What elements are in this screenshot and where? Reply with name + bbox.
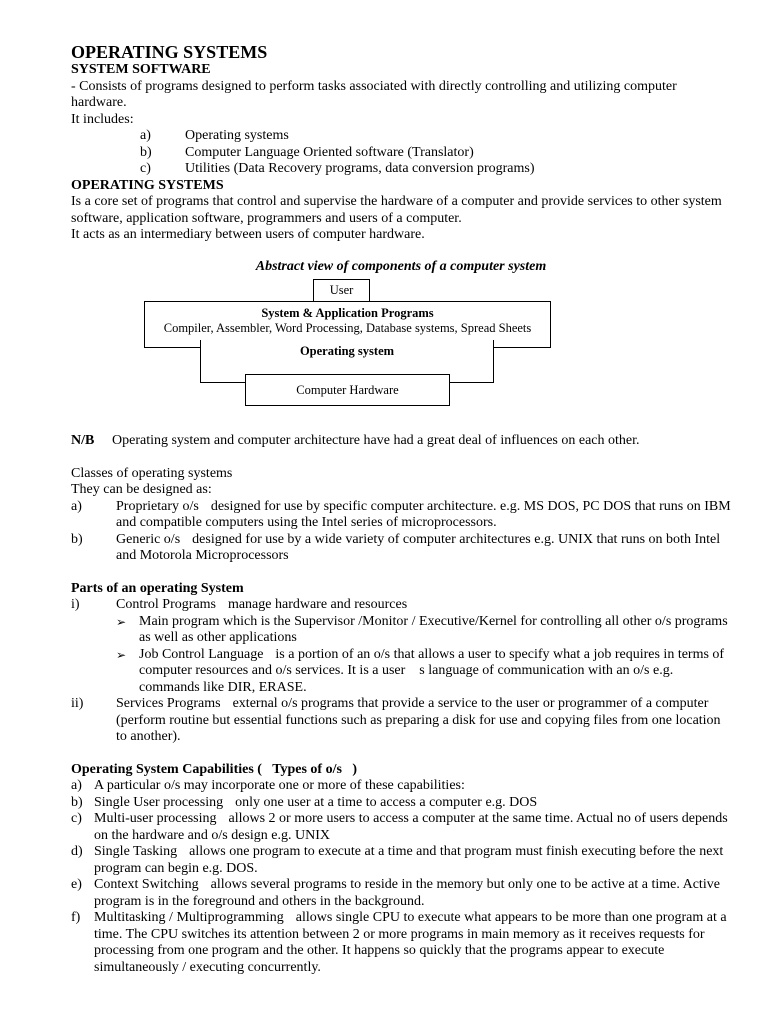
list-label: d) (71, 844, 83, 859)
list-text: Computer Language Oriented software (Translator) (185, 144, 474, 160)
list-description: allows 2 or more users to access a computer at the same time. Actual no of users depends on the hardware and o/s design e.g. UNIX (94, 811, 728, 843)
diagram-hardware-label: Computer Hardware (296, 383, 399, 397)
document-page (71, 42, 731, 976)
list-label: c) (140, 161, 151, 176)
list-item (71, 499, 731, 532)
bullet-text: Main program which is the Supervisor /Monitor / Executive/Kernel for controlling all other o/s programs as well as other applications (139, 613, 728, 645)
bullet-term: Job Control Language (139, 646, 264, 662)
list-item (71, 877, 731, 910)
parts-heading: Parts of an operating System (71, 580, 244, 596)
list-term: Single Tasking (94, 844, 178, 859)
list-description: A particular o/s may incorporate one or more of these capabilities: (94, 778, 465, 793)
diagram-os-label: Operating system (299, 344, 395, 358)
list-description: allows single CPU to execute what appears to be more than one program at a time. The CPU switches its attention between 2 or more programs in main memory as it receives requests for processing from one program and the other. It happens so quickly that the programs appear to execute simultaneously / executing concurrently. (94, 910, 727, 975)
list-term: Generic o/s (116, 531, 181, 547)
list-term: Control Programs (116, 597, 216, 612)
list-item (71, 910, 731, 976)
list-item (71, 145, 731, 162)
list-term: Multi-user processing (94, 811, 217, 826)
bullet-item (116, 647, 731, 697)
bullet-text (139, 647, 731, 697)
list-text: Operating systems (185, 128, 289, 143)
list-label: b) (71, 531, 83, 547)
list-label: a) (71, 498, 82, 514)
list-description: designed for use by specific computer architecture. e.g. MS DOS, PC DOS that runs on IBM and compatible computers using the Intel series of microprocessors. (116, 498, 731, 530)
operating-systems-para: It acts as an intermediary between users of computer hardware. (71, 227, 425, 242)
system-software-list (71, 128, 731, 178)
list-text (116, 597, 731, 614)
list-item (71, 844, 731, 877)
operating-systems-heading: OPERATING SYSTEMS (71, 177, 224, 193)
classes-heading: Classes of operating systems (71, 465, 233, 481)
computer-system-diagram (71, 279, 731, 429)
system-software-heading: SYSTEM SOFTWARE (71, 62, 211, 77)
list-item (71, 128, 731, 145)
list-term: Proprietary o/s (116, 498, 199, 514)
arrow-bullet-icon: ➢ (116, 614, 127, 629)
diagram-programs-title: System & Application Programs (261, 306, 434, 320)
list-description: external o/s programs that provide a service to the user or programmer of a computer (perform routine but essential functions such as preparing a disk for use and copying files from one location to another). (116, 696, 721, 744)
list-item (71, 811, 731, 844)
nb-note (71, 433, 731, 450)
diagram-caption: Abstract view of components of a computer system (255, 258, 547, 274)
bullet-item (116, 614, 731, 647)
system-software-description: - Consists of programs designed to perform tasks associated with directly controlling and utilizing computer hardware. (71, 78, 677, 110)
list-text (94, 910, 731, 976)
bullet-description: is a portion of an o/s that allows a user to specify what a job requires in terms of computer resources and o/s services. It is a user s language of communication with an o/s e.g. commands like DIR, ERASE. (139, 646, 725, 695)
list-text (116, 532, 731, 565)
list-item (71, 532, 731, 565)
list-text (94, 877, 731, 910)
list-description: manage hardware and resources (227, 597, 408, 612)
document-title: OPERATING SYSTEMS (71, 42, 268, 62)
list-label: a) (140, 128, 151, 143)
operating-systems-para: Is a core set of programs that control and supervise the hardware of a computer and provide services to other system software, application software, programmers and users of a computer. (71, 194, 722, 226)
list-term: Context Switching (94, 877, 199, 892)
list-description: allows several programs to reside in the memory but only one to be active at a time. Active program is in the foreground and others in the background. (94, 877, 720, 909)
list-label: ii) (71, 696, 84, 711)
nb-text: Operating system and computer architecture have had a great deal of influences on each other. (112, 433, 640, 448)
list-label: f) (71, 910, 81, 925)
list-label: a) (71, 778, 82, 793)
arrow-bullet-icon: ➢ (116, 647, 127, 662)
list-term: Single User processing (94, 794, 224, 810)
nb-label: N/B (71, 433, 95, 448)
capabilities-heading: Operating System Capabilities ( Types of o/s ) (71, 761, 358, 777)
list-label: c) (71, 811, 82, 826)
list-item (71, 161, 731, 178)
diagram-user-box (313, 279, 370, 302)
list-description: allows one program to execute at a time and that program must finish executing before the next program can begin e.g. DOS. (94, 844, 724, 876)
diagram-programs-list: Compiler, Assembler, Word Processing, Database systems, Spread Sheets (163, 321, 532, 335)
list-text (116, 499, 731, 532)
list-item (71, 778, 731, 795)
classes-intro: They can be designed as: (71, 482, 212, 497)
diagram-user-label: User (329, 283, 354, 297)
list-description: designed for use by a wide variety of computer architectures e.g. UNIX that runs on both Intel and Motorola Microprocessors (116, 531, 721, 563)
list-text: Utilities (Data Recovery programs, data conversion programs) (185, 161, 535, 176)
list-item (71, 597, 731, 614)
list-item (71, 795, 731, 812)
list-label: i) (71, 597, 80, 612)
list-label: e) (71, 877, 82, 892)
list-text (94, 811, 731, 844)
list-text (94, 844, 731, 877)
list-text (94, 795, 731, 812)
list-item (71, 696, 731, 746)
list-text (116, 696, 731, 746)
list-label: b) (71, 794, 83, 810)
list-label: b) (140, 144, 152, 160)
system-software-includes: It includes: (71, 111, 134, 127)
list-term: Multitasking / Multiprogramming (94, 910, 284, 925)
list-term: Services Programs (116, 696, 221, 711)
list-description: only one user at a time to access a computer e.g. DOS (235, 794, 538, 810)
diagram-hardware-box (245, 374, 450, 406)
